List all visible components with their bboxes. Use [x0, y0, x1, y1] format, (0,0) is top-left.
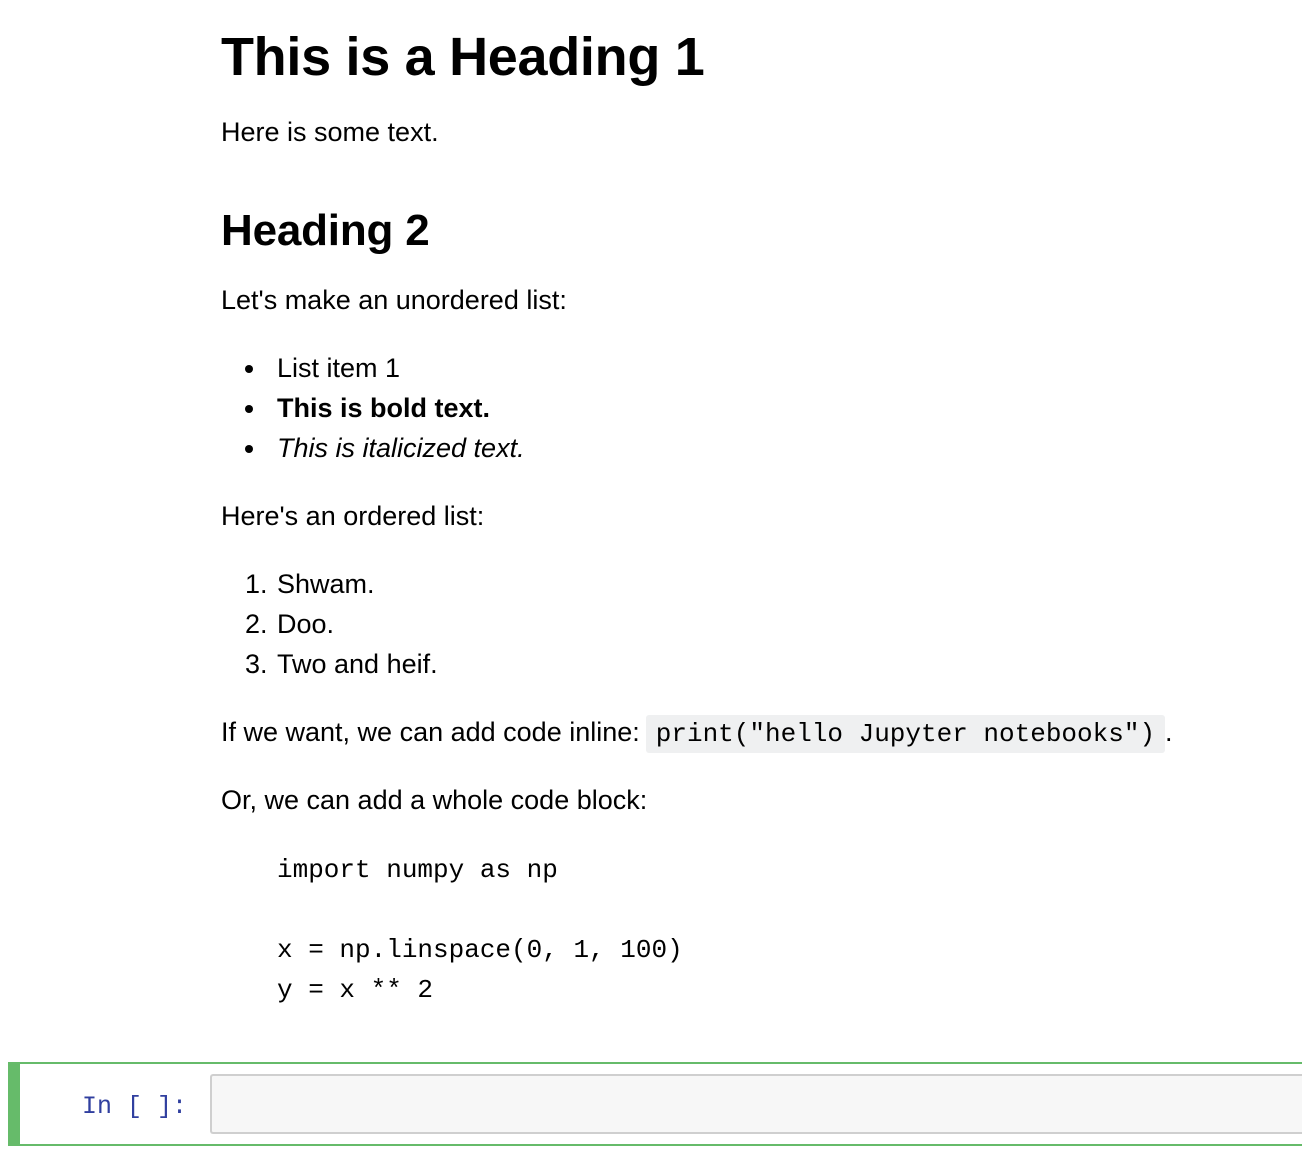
- list-item: Shwam.: [277, 569, 375, 599]
- cell-selection-bar: [10, 1064, 20, 1144]
- list-number: 1.: [245, 569, 268, 599]
- code-line: import numpy as np: [277, 855, 558, 885]
- code-line: x = np.linspace(0, 1, 100): [277, 935, 683, 965]
- bullet-icon: [245, 405, 253, 413]
- input-prompt: In [ ]:: [82, 1092, 188, 1121]
- bullet-icon: [245, 365, 253, 373]
- inline-code-prefix: If we want, we can add code inline:: [221, 717, 640, 748]
- unordered-list-intro: Let's make an unordered list:: [221, 285, 567, 315]
- bullet-icon: [245, 445, 253, 453]
- inline-code-paragraph: [221, 715, 1173, 753]
- list-number: 3.: [245, 649, 268, 679]
- paragraph-text: Here is some text.: [221, 117, 439, 147]
- list-item-italic: This is italicized text.: [277, 433, 525, 463]
- list-item: Doo.: [277, 609, 335, 639]
- list-item: Two and heif.: [277, 649, 438, 679]
- inline-code: print("hello Jupyter notebooks"): [646, 715, 1165, 753]
- code-input-editor[interactable]: [210, 1074, 1302, 1134]
- list-item: List item 1: [277, 353, 401, 383]
- list-number: 2.: [245, 609, 268, 639]
- code-line: y = x ** 2: [277, 975, 434, 1005]
- code-cell[interactable]: [8, 1062, 1302, 1146]
- list-item-bold: This is bold text.: [277, 393, 491, 423]
- heading-1: This is a Heading 1: [221, 27, 705, 87]
- heading-2: Heading 2: [221, 206, 430, 255]
- ordered-list-intro: Here's an ordered list:: [221, 501, 485, 531]
- inline-code-suffix: .: [1165, 717, 1173, 748]
- code-block-intro: Or, we can add a whole code block:: [221, 785, 648, 815]
